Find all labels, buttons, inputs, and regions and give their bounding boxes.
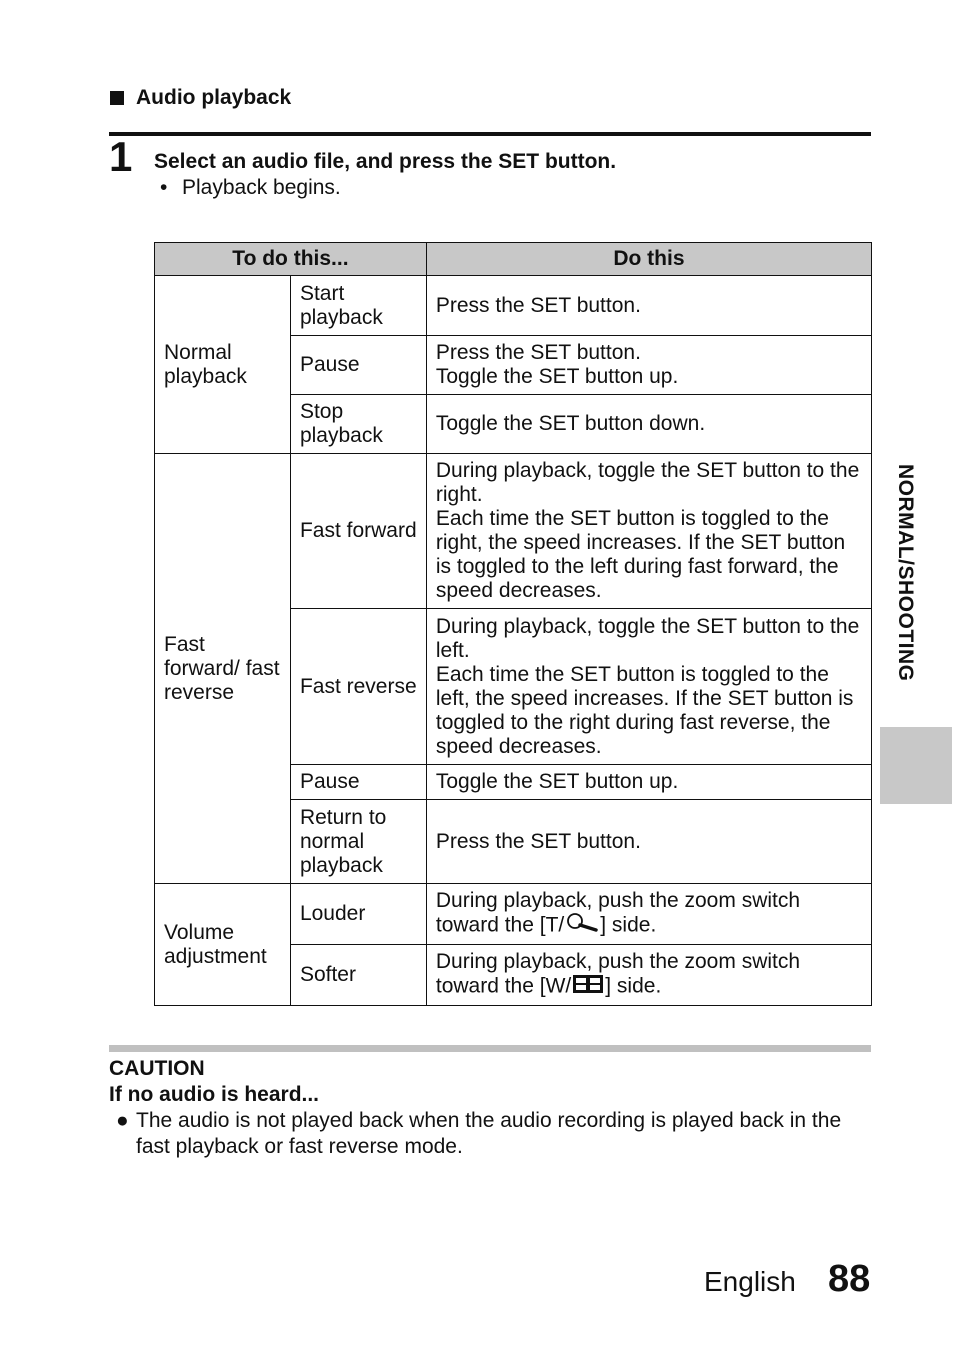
side-tab-marker	[880, 727, 952, 804]
section-heading	[110, 86, 291, 110]
row-action: Softer	[290, 945, 426, 1006]
row-instruction	[426, 800, 871, 884]
row-instruction	[426, 884, 871, 945]
row-action: Fast forward	[290, 454, 426, 609]
table-row	[155, 276, 872, 336]
row-action: Pause	[290, 336, 426, 395]
header-dothis: Do this	[426, 243, 871, 276]
instruction-text: During playback, push the zoom switch toward the [T/	[435, 889, 801, 937]
step-divider	[109, 132, 871, 136]
row-action: Louder	[290, 884, 426, 945]
instruction-line: During playback, toggle the SET button to the left.	[435, 614, 860, 662]
instruction-text: During playback, push the zoom switch toward the [W/	[435, 950, 801, 998]
row-instruction	[426, 336, 871, 395]
instruction-line: Press the SET button.	[435, 341, 641, 364]
side-tab-label: NORMAL/SHOOTING	[894, 464, 917, 682]
header-todo: To do this...	[155, 243, 427, 276]
group-label: Fast forward/ fast reverse	[155, 454, 291, 884]
section-title: Audio playback	[136, 86, 292, 109]
row-instruction	[426, 945, 871, 1006]
square-bullet-icon	[110, 91, 124, 105]
row-action: Pause	[290, 765, 426, 800]
group-label: Volume adjustment	[155, 884, 291, 1006]
caution-bullet: ●	[116, 1109, 129, 1132]
table-row	[155, 454, 872, 609]
caution-text: The audio is not played back when the audio recording is played back in the fast playback or fast reverse mode.	[136, 1109, 842, 1158]
row-instruction	[426, 454, 871, 609]
operations-table	[154, 242, 872, 1006]
step-number: 1	[109, 133, 133, 180]
tele-zoom-icon	[564, 913, 600, 939]
row-instruction	[426, 609, 871, 765]
table-header-row	[155, 243, 872, 276]
caution-divider	[109, 1045, 871, 1052]
row-instruction	[426, 276, 871, 336]
step-title: Select an audio file, and press the SET button.	[154, 150, 617, 173]
row-action: Fast reverse	[290, 609, 426, 765]
instruction-line: Press the SET button.	[435, 829, 641, 853]
row-instruction	[426, 765, 871, 800]
table-row	[155, 884, 872, 945]
instruction-line: Each time the SET button is toggled to the right, the speed increases. If the SET button is toggled to the left during fast forward, the speed decreases.	[435, 507, 846, 602]
footer-language: English	[704, 1266, 796, 1297]
instruction-line: Toggle the SET button up.	[435, 770, 679, 793]
caution-item	[116, 1108, 866, 1160]
wide-zoom-icon	[571, 974, 605, 1000]
instruction-line: Toggle the SET button up.	[435, 365, 679, 388]
row-action: Stop playback	[290, 395, 426, 454]
instruction-line: During playback, toggle the SET button to the right.	[435, 459, 860, 506]
instruction-line: Press the SET button.	[435, 293, 641, 317]
group-label: Normal playback	[155, 276, 291, 454]
instruction-text: ] side.	[600, 913, 657, 937]
caution-subtitle: If no audio is heard...	[109, 1083, 320, 1106]
step-note-text: Playback begins.	[182, 176, 341, 199]
row-instruction	[426, 395, 871, 454]
step-note	[160, 176, 341, 200]
instruction-text: ] side.	[605, 974, 662, 998]
caution-title: CAUTION	[109, 1057, 205, 1080]
instruction-line: Each time the SET button is toggled to the left, the speed increases. If the SET button is toggled to the right during fast reverse, the speed decreases.	[435, 662, 854, 758]
row-action: Return to normal playback	[290, 800, 426, 884]
row-action: Start playback	[290, 276, 426, 336]
page-number: 88	[828, 1258, 871, 1300]
instruction-line: Toggle the SET button down.	[435, 412, 706, 435]
step-note-bullet: •	[160, 176, 168, 199]
